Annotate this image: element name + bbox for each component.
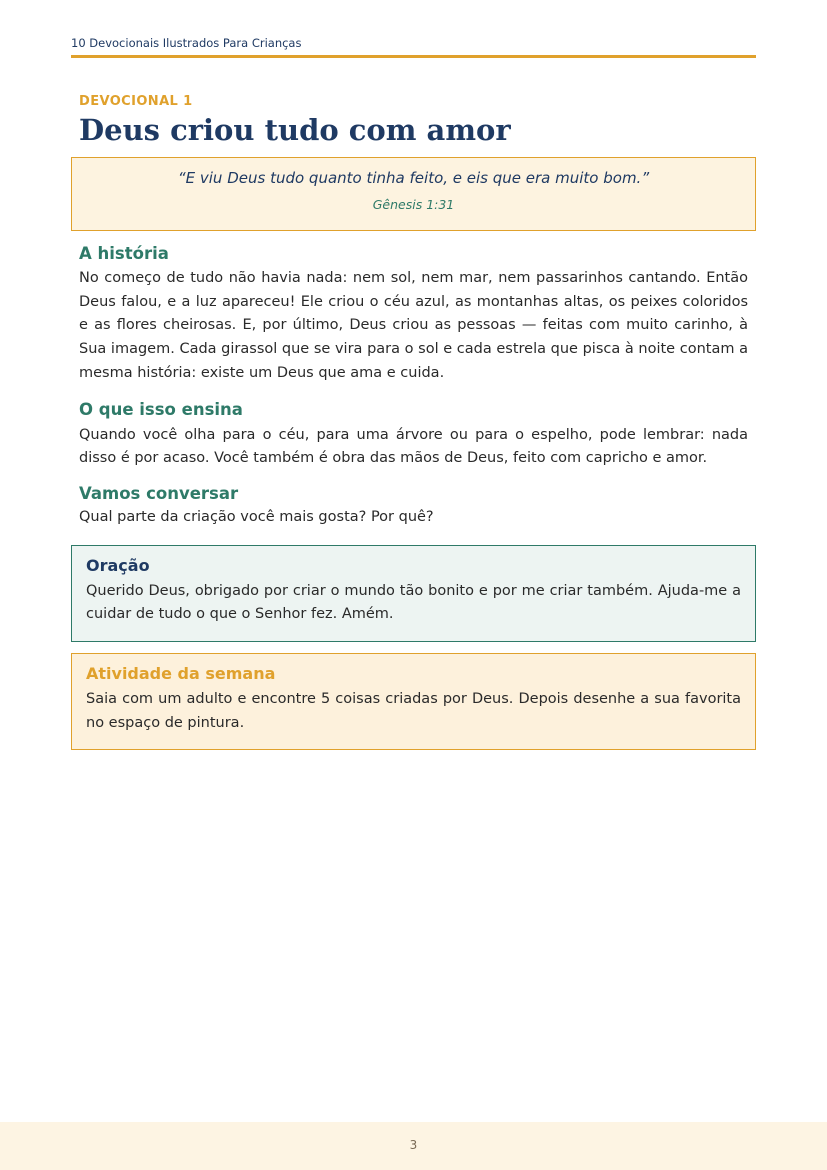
- activity-title: Atividade da semana: [86, 664, 276, 684]
- section-story: [71, 244, 756, 386]
- section-body: Qual parte da criação você mais gosta? Por quê?: [79, 508, 434, 525]
- book-title: 10 Devocionais Ilustrados Para Crianças: [71, 36, 302, 50]
- activity-box: [71, 653, 756, 750]
- verse-text: “E viu Deus tudo quanto tinha feito, e eis que era muito bom.”: [177, 169, 650, 187]
- devotional-number: DEVOCIONAL 1: [79, 94, 193, 109]
- activity-body: Saia com um adulto e encontre 5 coisas criadas por Deus. Depois desenhe a sua favorita no espaço de pintura.: [86, 691, 741, 731]
- page-number: 3: [409, 1138, 418, 1152]
- section-title: Vamos conversar: [79, 483, 239, 503]
- section-lesson: [71, 400, 756, 471]
- verse-box: [71, 157, 756, 231]
- section-body: Quando você olha para o céu, para uma árvore ou para o espelho, pode lembrar: nada disso é por acaso. Você também é obra das mãos de Deus, feito com capricho e amor.: [79, 426, 748, 467]
- page-footer: [0, 1122, 827, 1170]
- section-title: O que isso ensina: [79, 399, 243, 419]
- verse-reference: Gênesis 1:31: [372, 197, 455, 212]
- running-header: [71, 36, 756, 58]
- prayer-box: [71, 545, 756, 642]
- devotional-content: [71, 94, 756, 750]
- page-title: Deus criou tudo com amor: [79, 113, 511, 147]
- prayer-title: Oração: [86, 555, 150, 575]
- section-discussion: [71, 484, 756, 530]
- section-title: A história: [79, 244, 169, 263]
- section-body: No começo de tudo não havia nada: nem sol, nem mar, nem passarinhos cantando. Então Deus falou, e a luz apareceu! Ele criou o céu azul, as montanhas altas, os peixes coloridos e as flores cheirosas. E, por último, Deus criou as pessoas — feitas com muito carinho, à Sua imagem. Cada girassol que se vira para o sol e cada estrela que pisca à noite contam a mesma história: existe um Deus que ama e cuida.: [79, 270, 748, 381]
- prayer-body: Querido Deus, obrigado por criar o mundo tão bonito e por me criar também. Ajuda-me a cuidar de tudo o que o Senhor fez. Amém.: [86, 582, 741, 623]
